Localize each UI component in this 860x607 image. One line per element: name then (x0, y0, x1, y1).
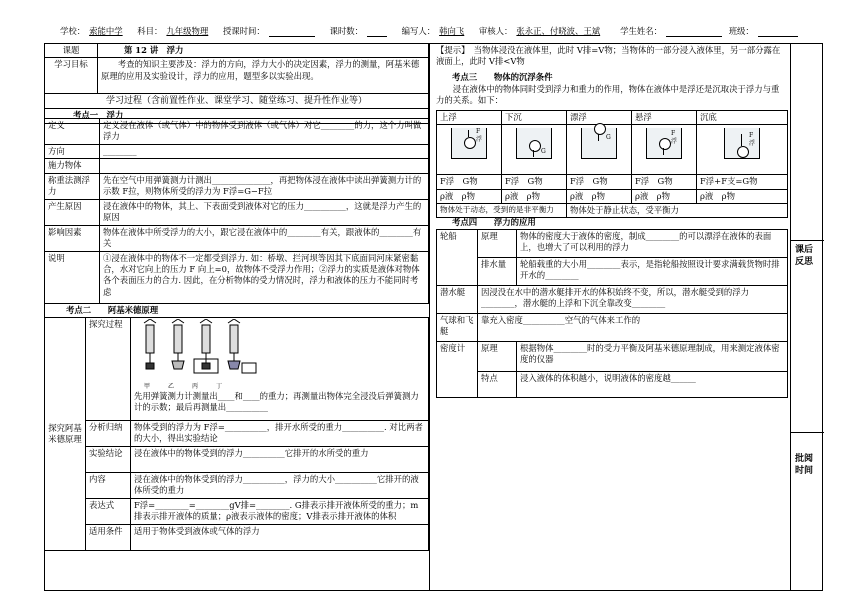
k4-title: 考点四 浮力的应用 (452, 217, 536, 227)
beaker-suspended (632, 125, 697, 175)
app-sub-1: 排水量 (478, 258, 517, 286)
subject-label: 科目： (137, 26, 163, 36)
k1-text-1: ________ (100, 145, 429, 159)
app-text-4: 根据物体________时的受力平衡及阿基米德原理制成，用来测定液体密度的仪器 (517, 342, 788, 372)
left-top-table (44, 43, 429, 124)
figure-label-0: 甲 (144, 383, 169, 390)
school-label: 学校： (60, 26, 86, 36)
figure-label-1: 乙 (168, 383, 193, 390)
period-blank[interactable] (367, 27, 387, 37)
k2-label-0: 探究过程 (86, 318, 131, 421)
topic-label: 课题 (45, 44, 98, 58)
motion-right: 物体处于静止状态，受平衡力 (567, 204, 788, 218)
k2-text-2: 浸在液体中的物体受到的浮力__________它排开的水所受的重力 (131, 447, 429, 473)
app-text-0: 物体的密度大于液体的密度，制成________的可以漂浮在液体的表面上，也增大了可以利用的浮力 (517, 230, 788, 258)
tip-text: 【提示】 当物体浸没在液体里，此时 V排=V物；当物体的一部分浸入液体里，另一部分露在液面上，此时 V排<V物 (436, 45, 781, 67)
app-cat-2: 潜水艇 (437, 286, 478, 314)
k1-text-2 (100, 159, 429, 173)
k1-label-4: 产生原因 (45, 199, 100, 225)
state-2: 漂浮 (567, 111, 632, 125)
beaker-floating-g-label: G (606, 134, 611, 142)
goal-label: 学习目标 (45, 58, 98, 94)
k1-label-6: 说明 (45, 251, 100, 303)
header-bar (60, 26, 840, 40)
k2-label-2: 实验结论 (86, 447, 131, 473)
school-name: 索能中学 (89, 26, 123, 36)
force-4: F浮+F支=G物 (697, 175, 788, 189)
k1-label-2: 施力物体 (45, 159, 100, 173)
reflection-label: 课后反思 (795, 245, 814, 268)
app-sub-4: 原理 (478, 342, 517, 372)
state-1: 下沉 (502, 111, 567, 125)
rho-4: ρ液 ρ物 (697, 189, 788, 203)
reviewer-names: 张永正、付晓波、王斌 (516, 26, 601, 36)
k2-label-5: 适用条件 (86, 525, 131, 551)
k1-table (44, 118, 429, 304)
motion-left: 物体处于动态，受到的是非平衡力 (437, 204, 567, 218)
beaker-floating (567, 125, 632, 175)
float-table (436, 110, 788, 218)
spring-scale-figure (134, 319, 274, 383)
k2-text-1: 物体受到的浮力为 F浮=__________，排开水所受的重力__________. 对比两者的大小，得出实验结论 (131, 421, 429, 447)
k1-text-0: 定义浸在液体（或气体）中的物体受到液体（或气体）对它________的力，这个力叫做浮力 (100, 119, 429, 145)
beaker-bottom (697, 125, 788, 175)
goal-text: 考查的知识主要涉及：浮力的方向，浮力大小的决定因素，浮力的测量，阿基米德原理的应用及实验设计，浮力的应用，题型多以实验出现。 (98, 58, 429, 94)
k2-text-3: 浸在液体中的物体受到的浮力__________，浮力的大小__________它排开的液体所受的重力 (131, 473, 429, 499)
state-0: 上浮 (437, 111, 502, 125)
k1-label-0: 定义 (45, 119, 100, 145)
k2-label-4: 表达式 (86, 499, 131, 525)
app-cat-4: 密度计 (437, 342, 478, 398)
beaker-rising-f-label: F浮 (476, 128, 483, 144)
k2-text-0: 先用弹簧测力计测量出____和____的重力；再测量出物体完全浸没后弹簧测力计的示数；最后再测量出__________ (134, 391, 419, 413)
class-blank[interactable] (758, 27, 798, 37)
rho-0: ρ液 ρ物 (437, 189, 502, 203)
app-cat-3: 气球和飞艇 (437, 314, 478, 342)
subject-name: 九年级物理 (166, 26, 209, 36)
figure-label-3: 丁 (216, 383, 241, 390)
rho-1: ρ液 ρ物 (502, 189, 567, 203)
k1-label-5: 影响因素 (45, 225, 100, 251)
app-text-1: 轮船载重的大小用________表示，是指轮船按照设计要求满载货物时排开水的________ (517, 258, 788, 286)
process-title: 学习过程（含前置性作业、课堂学习、随堂练习、提升性作业等） (45, 94, 429, 109)
k2-text-4: F浮=________=________gV排=________. G排表示排开液体所受的重力；m排表示排开液体的质量；ρ液表示液体的密度；V排表示排开液体的体积 (131, 499, 429, 525)
k1-text-3: 先在空气中用弹簧测力计测出______________，再把物体浸在液体中读出弹簧测力计的示数 F拉，则物体所受的浮力为 F浮=G−F拉 (100, 173, 429, 199)
k2-label-3: 内容 (86, 473, 131, 499)
k3-intro: 浸在液体中的物体同时受到浮力和重力的作用，物体在液体中是浮还是沉取决于浮力与重力的关系。如下： (436, 84, 780, 106)
figure-label-2: 丙 (192, 383, 217, 390)
force-2: F浮 G物 (567, 175, 632, 189)
k1-text-6: ①浸在液体中的物体不一定都受到浮力. 如：桥墩、拦河坝等因其下底面同河床紧密黏合，水对它向上的压力 F 向上=0，故物体不受浮力作用；②浮力的实质是液体对物体各个表面压力的合力. 因此，在分析物体的受力情况时，浮力和液体的压力不能同时考虑 (100, 251, 429, 303)
review-time-label: 批阅时间 (795, 454, 814, 477)
topic-title: 第 12 讲 浮力 (98, 44, 429, 58)
state-4: 沉底 (697, 111, 788, 125)
beaker-rising (437, 125, 502, 175)
class-label: 班级： (728, 26, 754, 36)
beaker-suspended-f-label: F浮 (671, 130, 678, 146)
student-label: 学生姓名： (620, 26, 663, 36)
rho-2: ρ液 ρ物 (567, 189, 632, 203)
k2-side-label: 探究阿基米德原理 (45, 318, 86, 551)
time-label: 授课时间： (222, 26, 265, 36)
app-cat-0: 轮船 (437, 230, 478, 286)
k2-title: 考点二 阿基米德原理 (66, 305, 159, 315)
state-3: 悬浮 (632, 111, 697, 125)
author-label: 编写人： (401, 26, 436, 36)
force-0: F浮 G物 (437, 175, 502, 189)
rho-3: ρ液 ρ物 (632, 189, 697, 203)
k2-text-5: 适用于物体受到液体或气体的浮力 (131, 525, 429, 551)
app-text-3: 靠充入密度__________空气的气体来工作的 (478, 314, 788, 342)
app-table (436, 229, 788, 398)
force-3: F浮 G物 (632, 175, 697, 189)
force-1: F浮 G物 (502, 175, 567, 189)
k1-text-4: 浸在液体中的物体，其上、下表面受到液体对它的压力__________，这就是浮力产生的原因 (100, 199, 429, 225)
app-sub-0: 原理 (478, 230, 517, 258)
app-text-5: 浸入液体的体积越小，说明液体的密度越______ (517, 372, 788, 398)
k1-label-3: 称重法测浮力 (45, 173, 100, 199)
k1-title: 考点一 浮力 (45, 109, 429, 123)
beaker-sinking (502, 125, 567, 175)
app-sub-5: 特点 (478, 372, 517, 398)
period-label: 课时数： (329, 26, 363, 36)
reviewer-label: 审核人： (478, 26, 513, 36)
k2-table (44, 317, 429, 551)
k1-label-1: 方向 (45, 145, 100, 159)
figure-labels (144, 383, 425, 391)
beaker-sinking-g-label: G (541, 148, 546, 156)
time-blank[interactable] (269, 27, 315, 37)
k1-text-5: 物体在液体中所受浮力的大小，跟它浸在液体中的________有关，跟液体的________有关 (100, 225, 429, 251)
student-blank[interactable] (666, 27, 722, 37)
beaker-bottom-f-label: F浮 (749, 132, 756, 148)
k2-label-1: 分析归纳 (86, 421, 131, 447)
side-divider (790, 44, 791, 590)
k3-title: 考点三 物体的沉浮条件 (452, 72, 553, 82)
column-divider (429, 44, 430, 590)
side-line-1 (790, 240, 824, 241)
author-name: 韩向飞 (439, 26, 465, 36)
side-line-2 (790, 432, 824, 433)
app-text-2: 因浸没在水中的潜水艇排开水的体积始终不变，所以，潜水艇受到的浮力________，潜水艇的上浮和下沉全靠改变________ (478, 286, 788, 314)
